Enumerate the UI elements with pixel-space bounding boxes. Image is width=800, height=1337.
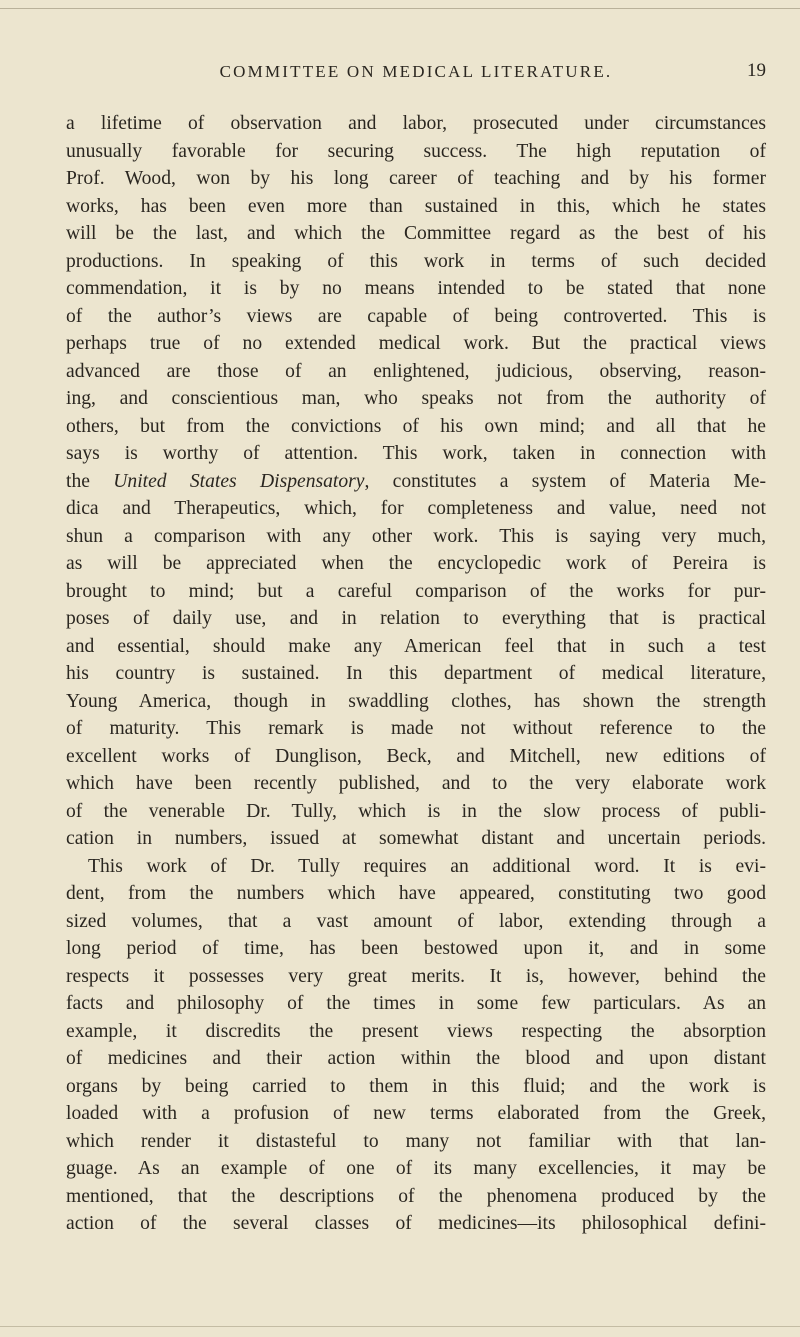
text-line: of the author’s views are capable of being controverted. This is xyxy=(66,305,766,327)
text-line: unusually favorable for securing success. The high reputation of xyxy=(66,140,766,162)
text-line: his country is sustained. In this department of medical literature, xyxy=(66,663,766,684)
text-line: a lifetime of observation and labor, prosecuted under circumstances xyxy=(66,113,766,134)
text-line: the United States Dispensatory, constitutes a system of Materia Me- xyxy=(66,470,767,492)
text-line: Prof. Wood, won by his long career of teaching and by his former xyxy=(66,168,766,189)
text-line: of the venerable Dr. Tully, which is in the slow process of publi- xyxy=(66,800,766,822)
text-line: respects it possesses very great merits. It is, however, behind the xyxy=(66,965,766,987)
text-line: Young America, though in swaddling clothes, has shown the strength xyxy=(66,690,766,712)
text-line: poses of daily use, and in relation to everything that is practical xyxy=(66,608,766,629)
text-line: excellent works of Dunglison, Beck, and Mitchell, new editions of xyxy=(66,745,766,767)
running-head: COMMITTEE ON MEDICAL LITERATURE. xyxy=(219,62,613,81)
text-line: which render it distasteful to many not familiar with that lan- xyxy=(66,1130,766,1152)
text-line: productions. In speaking of this work in terms of such decided xyxy=(66,250,766,272)
page-bottom-rule xyxy=(0,1326,800,1327)
text-line: commendation, it is by no means intended to be stated that none xyxy=(66,278,766,299)
page-edge-rule xyxy=(0,8,800,9)
text-line: loaded with a profusion of new terms elaborated from the Greek, xyxy=(66,1103,766,1124)
page-number: 19 xyxy=(747,60,766,81)
text-line: of medicines and their action within the blood and upon distant xyxy=(66,1048,766,1069)
text-line: organs by being carried to them in this fluid; and the work is xyxy=(66,1075,766,1097)
text-line: shun a comparison with any other work. This is saying very much, xyxy=(66,525,766,547)
text-line: ing, and conscientious man, who speaks not from the authority of xyxy=(66,388,766,409)
text-line: dent, from the numbers which have appeared, constituting two good xyxy=(66,883,766,904)
text-line: and essential, should make any American feel that in such a test xyxy=(66,635,766,657)
text-line: example, it discredits the present views respecting the absorption xyxy=(66,1020,766,1042)
text-line: action of the several classes of medicines—its philosophical defini- xyxy=(66,1213,766,1234)
book-title-italic: United States Dispensatory xyxy=(113,470,365,492)
text-line: dica and Therapeutics, which, for completeness and value, need not xyxy=(66,498,766,519)
text-line: perhaps true of no extended medical work. But the practical views xyxy=(66,333,766,354)
text-line: others, but from the convictions of his own mind; and all that he xyxy=(66,415,766,437)
text-line: guage. As an example of one of its many excellencies, it may be xyxy=(66,1158,766,1179)
text-line: says is worthy of attention. This work, taken in connection with xyxy=(66,443,766,464)
body-text xyxy=(66,110,766,1238)
text-line: mentioned, that the descriptions of the phenomena produced by the xyxy=(66,1185,766,1207)
text-line: long period of time, has been bestowed upon it, and in some xyxy=(66,938,766,959)
text-line: facts and philosophy of the times in some few particulars. As an xyxy=(66,993,766,1014)
text-line: which have been recently published, and to the very elaborate work xyxy=(66,773,766,794)
text-line: advanced are those of an enlightened, judicious, observing, reason- xyxy=(66,360,766,382)
text-line: as will be appreciated when the encyclopedic work of Pereira is xyxy=(66,553,766,574)
page-header xyxy=(66,62,766,92)
text-line: works, has been even more than sustained in this, which he states xyxy=(66,195,766,217)
text-line: brought to mind; but a careful comparison of the works for pur- xyxy=(66,580,766,602)
text-line: of maturity. This remark is made not without reference to the xyxy=(66,718,766,739)
text-line: sized volumes, that a vast amount of labor, extending through a xyxy=(66,910,766,932)
text-line: cation in numbers, issued at somewhat distant and uncertain periods. xyxy=(66,828,766,849)
text-line: will be the last, and which the Committee regard as the best of his xyxy=(66,223,766,244)
text-line-paragraph-start: This work of Dr. Tully requires an additional word. It is evi- xyxy=(88,855,766,877)
